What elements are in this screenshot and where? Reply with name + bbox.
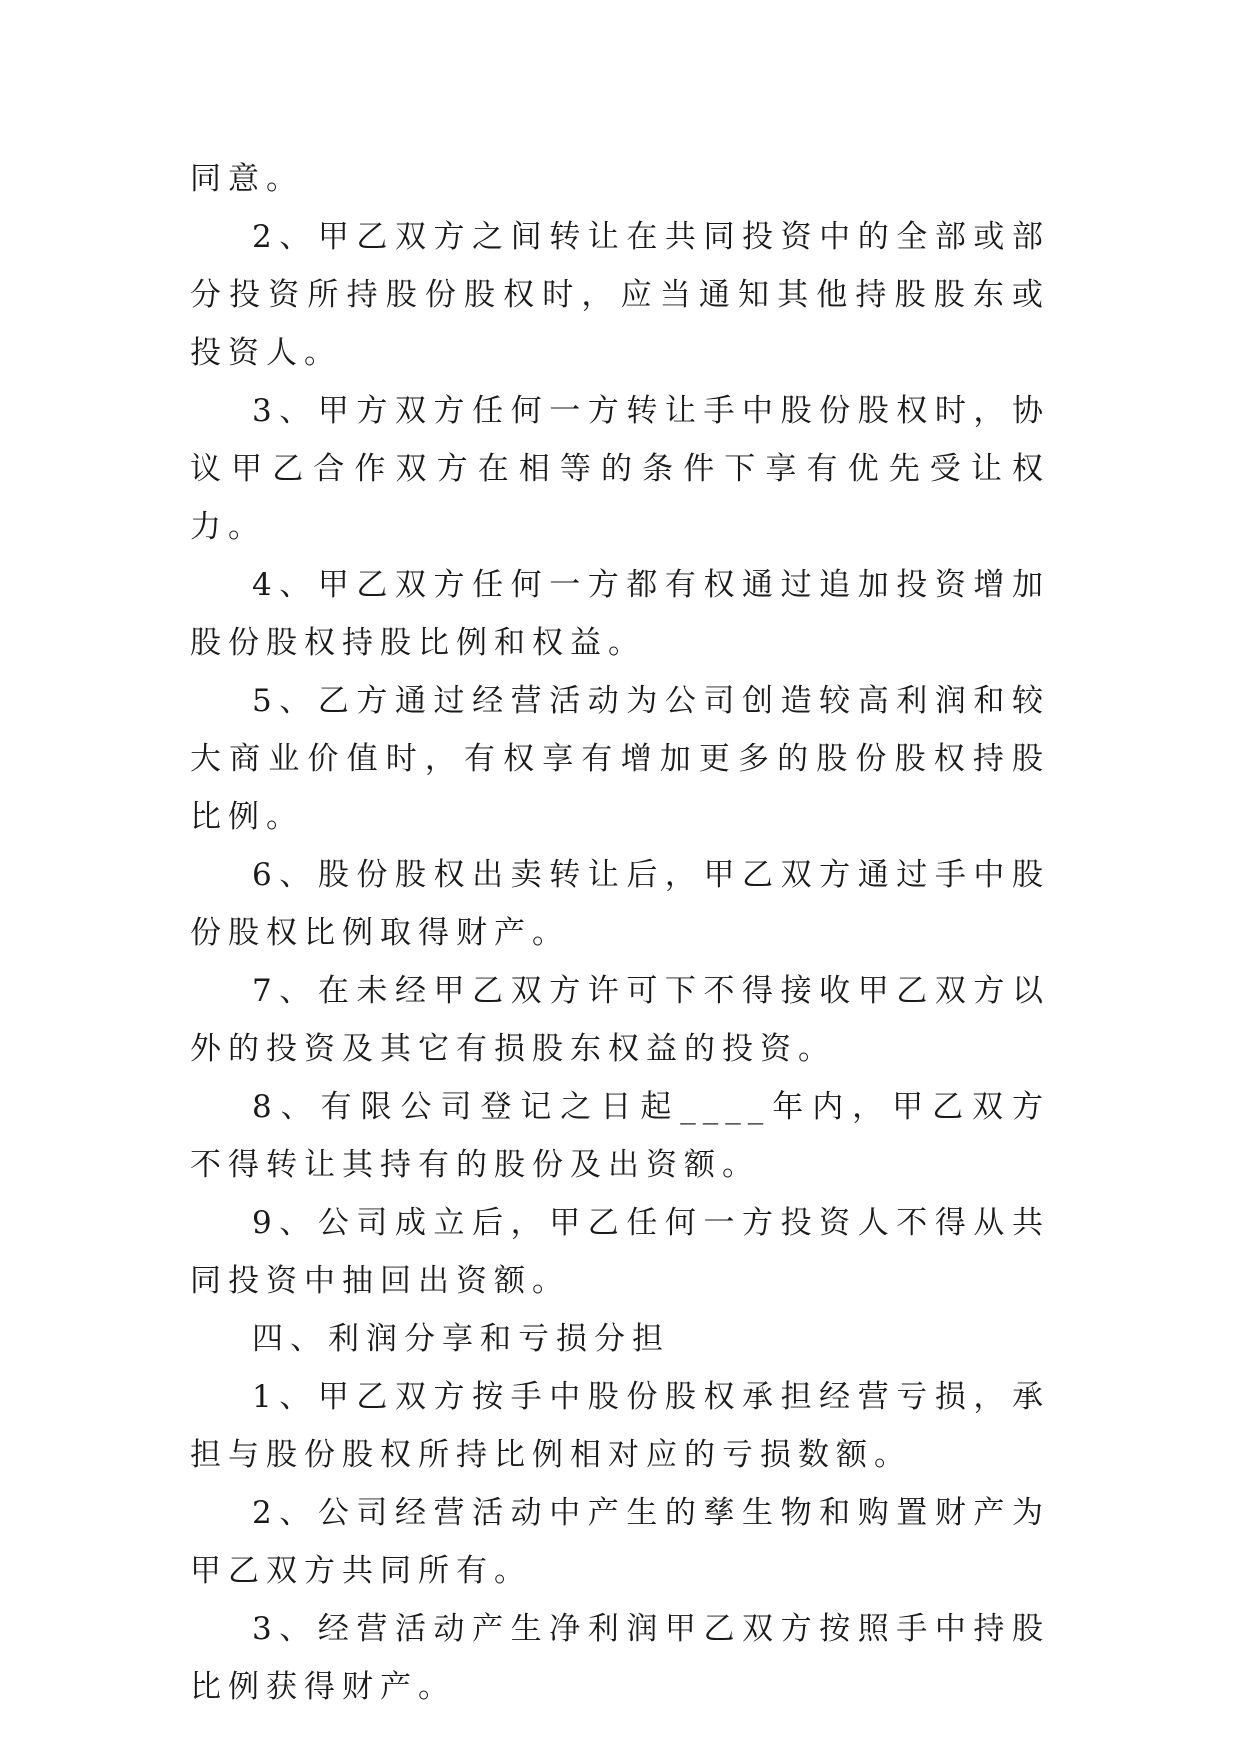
paragraph-profit-clause-3: 3、经营活动产生净利润甲乙双方按照手中持股比例获得财产。: [190, 1611, 1050, 1705]
paragraph-continuation: 同意。: [190, 161, 304, 197]
paragraph-clause-8: 8、有限公司登记之日起____年内，甲乙双方不得转让其持有的股份及出资额。: [190, 1089, 1050, 1183]
paragraph-clause-7: 7、在未经甲乙双方许可下不得接收甲乙双方以外的投资及其它有损股东权益的投资。: [190, 973, 1050, 1067]
paragraph-clause-4: 4、甲乙双方任何一方都有权通过追加投资增加股份股权持股比例和权益。: [190, 567, 1050, 661]
section-heading-profit-loss: 四、利润分享和亏损分担: [252, 1321, 670, 1357]
paragraph-clause-3: 3、甲方双方任何一方转让手中股份股权时，协议甲乙合作双方在相等的条件下享有优先受让权力。: [190, 393, 1050, 545]
document-body: [190, 150, 1050, 1716]
paragraph-clause-6: 6、股份股权出卖转让后，甲乙双方通过手中股份股权比例取得财产。: [190, 857, 1050, 951]
paragraph-clause-5: 5、乙方通过经营活动为公司创造较高利润和较大商业价值时，有权享有增加更多的股份股权持股比例。: [190, 683, 1050, 835]
paragraph-clause-9: 9、公司成立后，甲乙任何一方投资人不得从共同投资中抽回出资额。: [190, 1205, 1050, 1299]
paragraph-profit-clause-1: 1、甲乙双方按手中股份股权承担经营亏损，承担与股份股权所持比例相对应的亏损数额。: [190, 1379, 1050, 1473]
paragraph-profit-clause-2: 2、公司经营活动中产生的孳生物和购置财产为甲乙双方共同所有。: [190, 1495, 1050, 1589]
paragraph-clause-2: 2、甲乙双方之间转让在共同投资中的全部或部分投资所持股份股权时，应当通知其他持股股东或投资人。: [190, 219, 1050, 371]
